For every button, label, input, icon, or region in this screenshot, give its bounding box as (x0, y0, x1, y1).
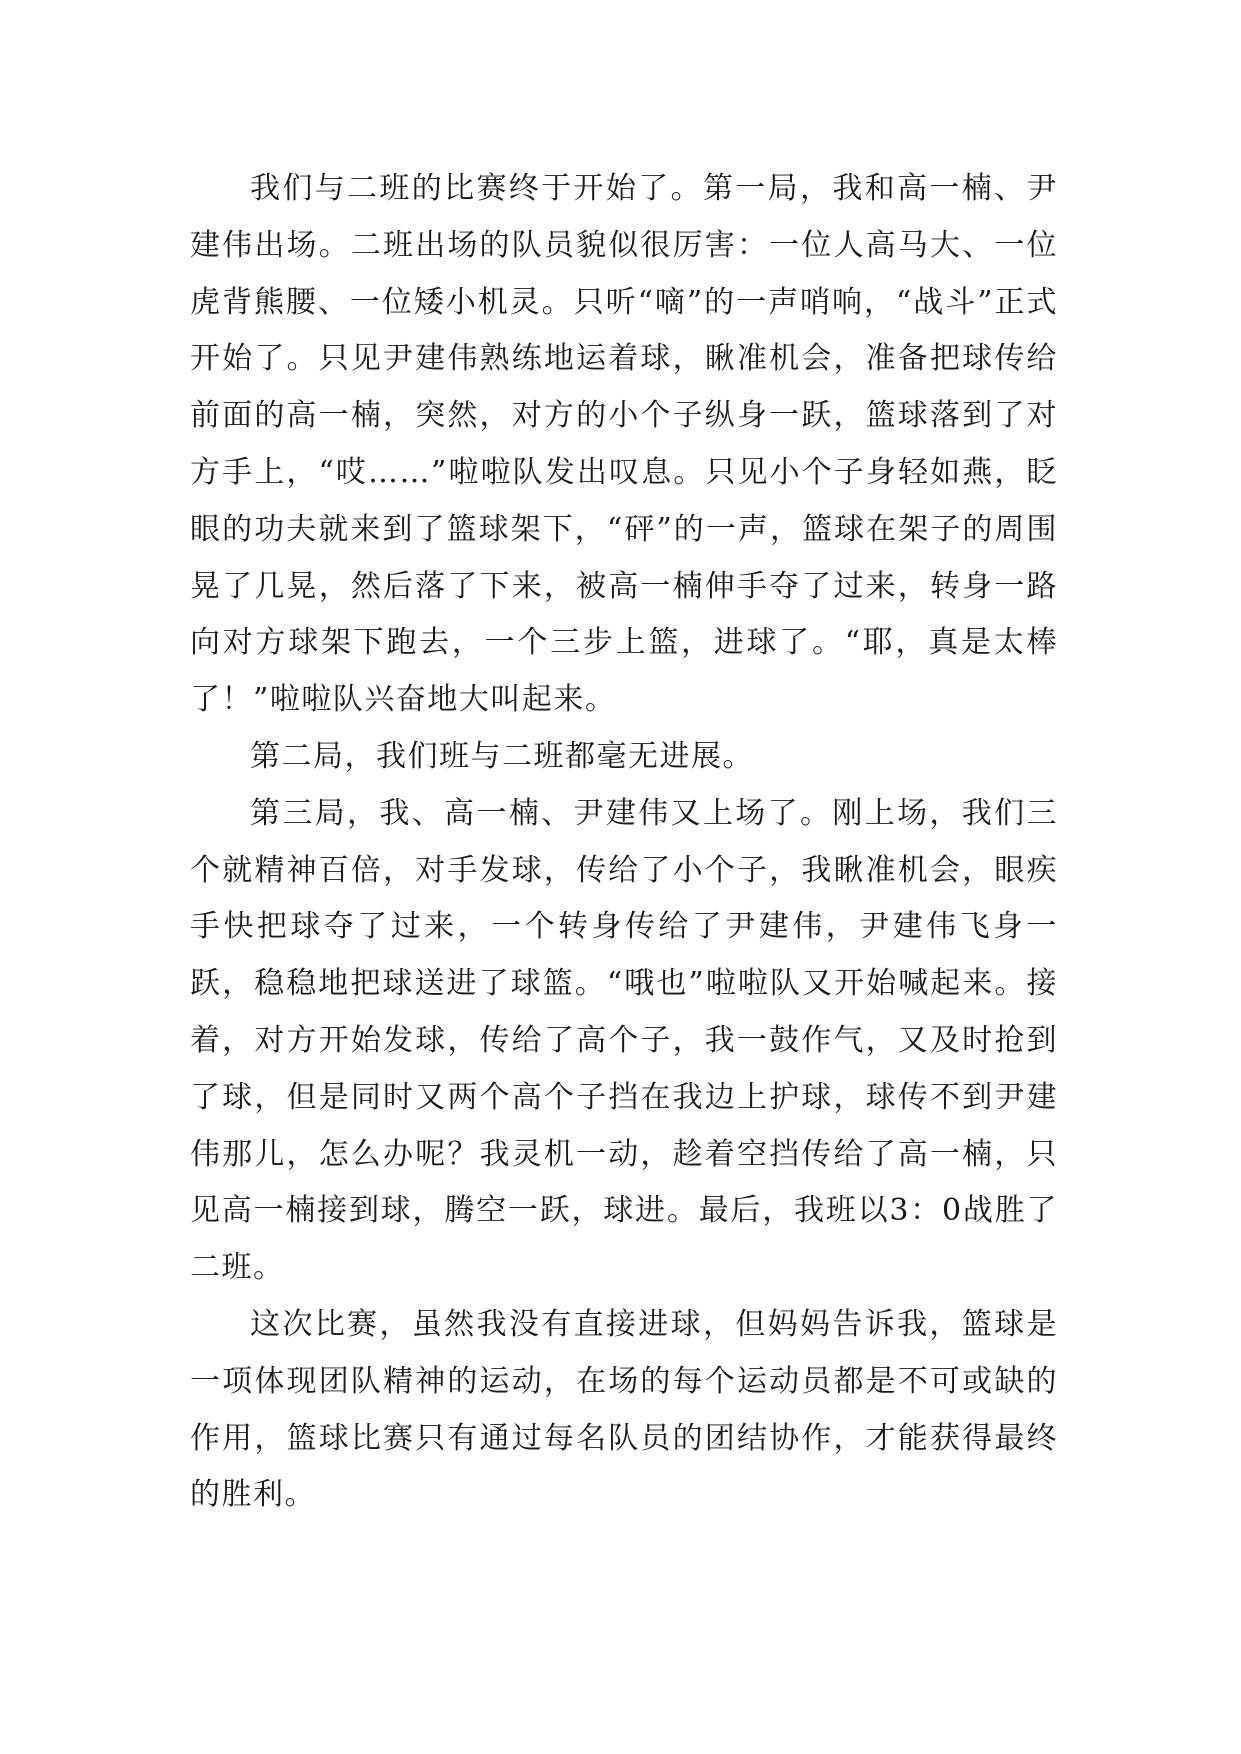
paragraph-conclusion: 这次比赛，虽然我没有直接进球，但妈妈告诉我，篮球是一项体现团队精神的运动，在场的每个运动员都是不可或缺的作用，篮球比赛只有通过每名队员的团结协作，才能获得最终的胜利。 (190, 1306, 1058, 1513)
document-body (190, 161, 1058, 1524)
paragraph-first-round: 我们与二班的比赛终于开始了。第一局，我和高一楠、尹建伟出场。二班出场的队员貌似很厉害：一位人高马大、一位虎背熊腰、一位矮小机灵。只听“嘀”的一声哨响，“战斗”正式开始了。只见尹建伟熟练地运着球，瞅准机会，准备把球传给前面的高一楠，突然，对方的小个子纵身一跃，篮球落到了对方手上，“哎……”啦啦队发出叹息。只见小个子身轻如燕，眨眼的功夫就来到了篮球架下，“砰”的一声，篮球在架子的周围晃了几晃，然后落了下来，被高一楠伸手夺了过来，转身一路向对方球架下跑去，一个三步上篮，进球了。“耶，真是太棒了！”啦啦队兴奋地大叫起来。 (190, 171, 1058, 718)
paragraph-second-round: 第二局，我们班与二班都毫无进展。 (250, 738, 754, 774)
paragraph-third-round: 第三局，我、高一楠、尹建伟又上场了。刚上场，我们三个就精神百倍，对手发球，传给了小个子，我瞅准机会，眼疾手快把球夺了过来，一个转身传给了尹建伟，尹建伟飞身一跃，稳稳地把球送进了球篮。“哦也”啦啦队又开始喊起来。接着，对方开始发球，传给了高个子，我一鼓作气，又及时抢到了球，但是同时又两个高个子挡在我边上护球，球传不到尹建伟那儿，怎么办呢？我灵机一动，趁着空挡传给了高一楠，只见高一楠接到球，腾空一跃，球进。最后，我班以3：0战胜了二班。 (190, 795, 1058, 1286)
